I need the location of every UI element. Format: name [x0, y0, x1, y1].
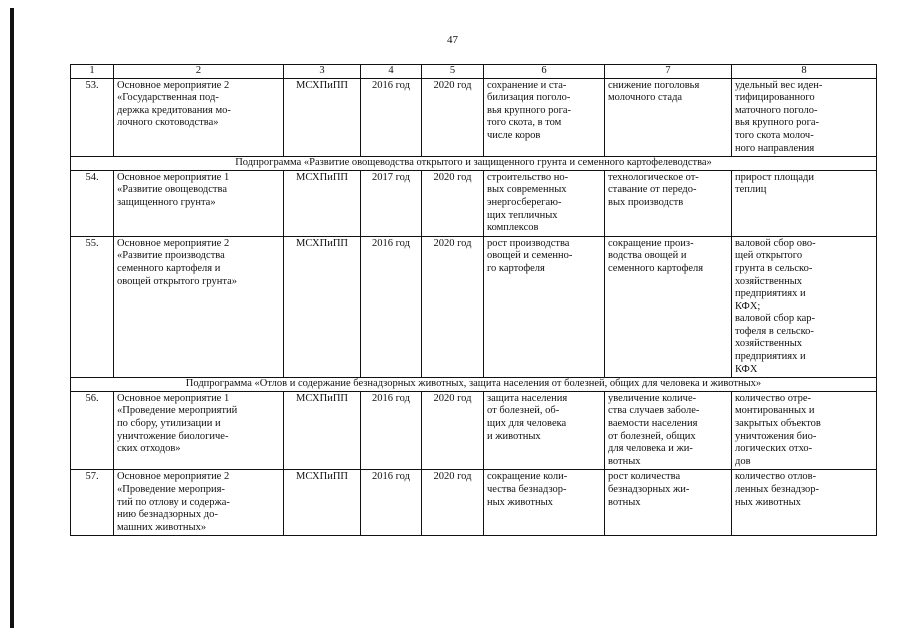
row-number: [71, 391, 114, 470]
indicator-cell-text: количество отлов- ленных безнадзор- ных животных: [735, 471, 820, 508]
expected-result-cell: [484, 78, 605, 157]
expected-result-cell: [484, 236, 605, 378]
expected-result-cell: [484, 470, 605, 536]
indicator-cell: [732, 78, 877, 157]
executor-cell-text: МСХПиПП: [295, 392, 349, 404]
executor-cell: [284, 78, 361, 157]
row-number: [71, 236, 114, 378]
expected-result-cell-text: строительство но- вых современных энергосберегаю- щих тепличных комплексов: [487, 171, 569, 234]
page-number: 47: [447, 34, 458, 46]
row-number: [71, 170, 114, 236]
indicator-cell: [732, 470, 877, 536]
start-year-cell-text: 2016 год: [372, 237, 410, 249]
activity-cell-text: Основное мероприятие 2 «Государственная под- держка кредитования мо- лочного скотоводства»: [117, 79, 231, 129]
activity-cell: [114, 236, 284, 378]
executor-cell: [284, 470, 361, 536]
row-number-text: 56.: [85, 392, 99, 404]
consequence-cell: [605, 391, 732, 470]
expected-result-cell-text: защита населения от болезней, об- щих для человека и животных: [487, 392, 568, 442]
executor-cell-text: МСХПиПП: [295, 79, 349, 91]
start-year-cell: [361, 391, 422, 470]
header-cell: 2: [114, 65, 284, 79]
table-row: [71, 78, 877, 157]
start-year-cell-text: 2016 год: [372, 79, 410, 91]
indicator-cell: [732, 236, 877, 378]
header-cell: 6: [484, 65, 605, 79]
indicator-cell-text: валовой сбор ово- щей открытого грунта в сельско- хозяйственных предприятиях и КФХ; валовой сбор кар- тофеля в сельско- хозяйственных предприятиях и КФХ: [735, 237, 816, 375]
header-cell: 1: [71, 65, 114, 79]
row-number-text: 57.: [85, 471, 99, 483]
activity-cell-text: Основное мероприятие 1 «Развитие овощеводства защищенного грунта»: [117, 171, 230, 208]
indicator-cell-text: удельный вес иден- тифицированного маточного поголо- вья крупного рога- того скота молоч- ного направления: [735, 79, 823, 154]
indicator-cell: [732, 391, 877, 470]
table-row: [71, 391, 877, 470]
header-row: [71, 65, 877, 79]
consequence-cell-text: снижение поголовья молочного стада: [608, 79, 700, 104]
subprogram-title: Подпрограмма «Развитие овощеводства открытого и защищенного грунта и семенного картофелеводства»: [71, 157, 877, 171]
consequence-cell: [605, 78, 732, 157]
start-year-cell-text: 2016 год: [372, 392, 410, 404]
expected-result-cell: [484, 391, 605, 470]
activity-cell: [114, 470, 284, 536]
consequence-cell: [605, 470, 732, 536]
consequence-cell-text: сокращение произ- водства овощей и семенного картофеля: [608, 237, 704, 274]
consequence-cell-text: технологическое от- ставание от передо- вых производств: [608, 171, 699, 208]
start-year-cell-text: 2017 год: [372, 171, 410, 183]
table-row: [71, 170, 877, 236]
expected-result-cell-text: сокращение коли- чества безнадзор- ных животных: [487, 471, 568, 508]
start-year-cell: [361, 470, 422, 536]
subprogram-row: [71, 378, 877, 392]
row-number-text: 54.: [85, 171, 99, 183]
start-year-cell-text: 2016 год: [372, 471, 410, 483]
activity-cell-text: Основное мероприятие 1 «Проведение мероприятий по сбору, утилизации и уничтожение биологиче- ских отходов»: [117, 392, 238, 455]
expected-result-cell-text: сохранение и ста- билизация поголо- вья крупного рога- того скота, в том числе коров: [487, 79, 572, 141]
header-cell: 3: [284, 65, 361, 79]
activity-cell-text: Основное мероприятие 2 «Проведение мероприя- тий по отлову и содержа- нию безнадзорных до- машних животных»: [117, 471, 230, 533]
indicator-cell-text: прирост площади теплиц: [735, 171, 814, 196]
end-year-cell: [422, 170, 484, 236]
subprogram-title: Подпрограмма «Отлов и содержание безнадзорных животных, защита населения от болезней, общих для человека и животных»: [71, 378, 877, 392]
executor-cell: [284, 170, 361, 236]
end-year-cell: [422, 391, 484, 470]
executor-cell-text: МСХПиПП: [295, 171, 349, 183]
start-year-cell: [361, 236, 422, 378]
end-year-cell-text: 2020 год: [433, 237, 472, 249]
activity-cell: [114, 78, 284, 157]
header-cell: 5: [422, 65, 484, 79]
end-year-cell: [422, 470, 484, 536]
end-year-cell: [422, 236, 484, 378]
consequence-cell-text: рост количества безнадзорных жи- вотных: [608, 471, 690, 508]
consequence-cell-text: увеличение количе- ства случаев заболе- ваемости населения от болезней, общих для человека и жи- вотных: [608, 392, 700, 467]
header-cell: 8: [732, 65, 877, 79]
end-year-cell-text: 2020 год: [433, 171, 472, 183]
end-year-cell-text: 2020 год: [433, 471, 472, 483]
activity-cell-text: Основное мероприятие 2 «Развитие производства семенного картофеля и овощей открытого грунта»: [117, 237, 238, 287]
header-cell: 7: [605, 65, 732, 79]
executor-cell-text: МСХПиПП: [295, 471, 349, 483]
activity-cell: [114, 391, 284, 470]
row-number: [71, 470, 114, 536]
executor-cell: [284, 236, 361, 378]
row-number-text: 53.: [85, 79, 99, 91]
header-cell: 4: [361, 65, 422, 79]
table-row: [71, 470, 877, 536]
indicator-cell-text: количество отре- монтированных и закрытых объектов уничтожения био- логических отхо- дов: [735, 392, 821, 467]
end-year-cell: [422, 78, 484, 157]
subprogram-row: [71, 157, 877, 171]
expected-result-cell-text: рост производства овощей и семенно- го картофеля: [487, 237, 573, 274]
left-margin-bar: [10, 8, 14, 628]
executor-cell-text: МСХПиПП: [295, 237, 349, 249]
start-year-cell: [361, 170, 422, 236]
expected-result-cell: [484, 170, 605, 236]
row-number: [71, 78, 114, 157]
activity-cell: [114, 170, 284, 236]
indicator-cell: [732, 170, 877, 236]
executor-cell: [284, 391, 361, 470]
activities-table: [70, 64, 877, 536]
end-year-cell-text: 2020 год: [433, 79, 472, 91]
end-year-cell-text: 2020 год: [433, 392, 472, 404]
row-number-text: 55.: [85, 237, 99, 249]
consequence-cell: [605, 236, 732, 378]
start-year-cell: [361, 78, 422, 157]
table-row: [71, 236, 877, 378]
consequence-cell: [605, 170, 732, 236]
